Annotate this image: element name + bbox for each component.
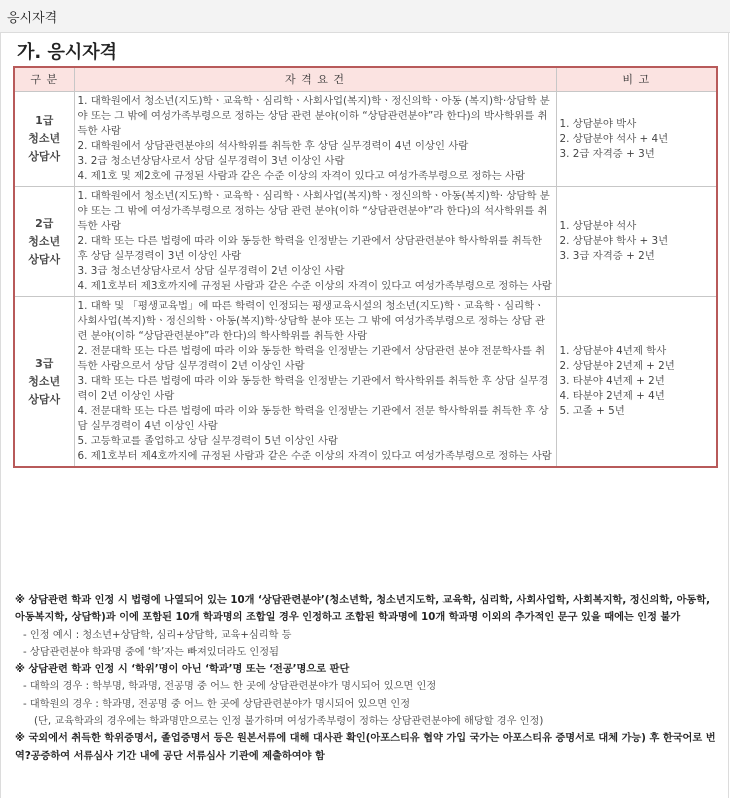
grade-label: 청소년 bbox=[28, 234, 61, 248]
column-header-requirements: 자 격 요 건 bbox=[74, 67, 556, 92]
requirement-item: 2. 대학원에서 상담관련분야의 석사학위를 취득한 후 상담 실무경력이 4년 이상인 사람 bbox=[77, 140, 469, 152]
footnote-item: - 대학원의 경우 : 학과명, 전공명 중 어느 한 곳에 상담관련분야가 명시되어 있으면 인정 bbox=[23, 698, 411, 710]
grade-cell bbox=[14, 187, 74, 297]
grade-cell bbox=[14, 297, 74, 468]
note-item: 1. 상담분야 4년제 학사 bbox=[559, 345, 667, 357]
table-row bbox=[14, 92, 717, 187]
note-item: 2. 상담분야 2년제 + 2년 bbox=[559, 360, 675, 372]
note-item: 2. 상담분야 석사 + 4년 bbox=[559, 132, 669, 145]
requirement-item: 2. 전문대학 또는 다른 법령에 따라 이와 동등한 학력을 인정받는 기관에서 상담관련 분야 전문학사를 취득한 사람으로서 상담 실무경력이 2년 이상인 사람 bbox=[77, 345, 546, 372]
requirements-cell bbox=[74, 297, 556, 468]
grade-level: 1급 bbox=[35, 114, 54, 127]
note-item: 1. 상담분야 석사 bbox=[559, 220, 637, 232]
requirement-item: 1. 대학원에서 청소년(지도)학ㆍ교육학ㆍ심리학ㆍ사회사업(복지)학ㆍ정신의학ㆍ아동(복지)학· 상담학 분야 또는 그 밖에 여성가족부령으로 정하는 상담 관련 분야(이하 “상담관련분야”라 한다)의 석사학위를 취득한 사람 bbox=[77, 190, 550, 232]
requirement-item: 3. 대학 또는 다른 법령에 따라 이와 동등한 학력을 인정받는 기관에서 학사학위를 취득한 후 상담 실무경력이 2년 이상인 사람 bbox=[77, 375, 549, 402]
grade-label: 상담사 bbox=[28, 150, 61, 163]
table-row bbox=[14, 297, 717, 468]
footnote-item: - 인정 예시 : 청소년+상담학, 심리+상담학, 교육+심리학 등 bbox=[23, 629, 292, 641]
footnotes bbox=[15, 592, 720, 765]
notes-cell bbox=[556, 297, 717, 468]
grade-level: 2급 bbox=[35, 216, 54, 230]
footnote-title: ※ 국외에서 취득한 학위증명서, 졸업증명서 등은 원본서류에 대해 대사관 확인(아포스티유 협약 가입 국가는 아포스티유 증명서로 대체 가능) 후 한국어로 번역?공증하여 서류심사 기간 내에 공단 서류심사 기관에 제출하여야 함 bbox=[15, 733, 716, 762]
notes-cell bbox=[556, 187, 717, 297]
footnote-item: (단, 교육학과의 경우에는 학과명만으로는 인정 불가하며 여성가족부령이 정하는 상담관련분야에 해당할 경우 인정) bbox=[34, 716, 544, 728]
footnote-title: ※ 상담관련 학과 인정 시 ‘학위’명이 아닌 ‘학과’명 또는 ‘전공’명으로 판단 bbox=[15, 664, 350, 676]
page-header-title: 응시자격 bbox=[7, 11, 58, 26]
page-header bbox=[0, 0, 730, 33]
note-item: 4. 타분야 2년제 + 4년 bbox=[559, 390, 665, 402]
grade-label: 청소년 bbox=[28, 132, 61, 145]
requirement-item: 3. 3급 청소년상담사로서 상담 실무경력이 2년 이상인 사람 bbox=[77, 265, 345, 277]
requirement-item: 6. 제1호부터 제4호까지에 규정된 사람과 같은 수준 이상의 자격이 있다고 여성가족부령으로 정하는 사람 bbox=[77, 450, 552, 462]
column-header-grade: 구 분 bbox=[14, 67, 74, 92]
grade-label: 상담사 bbox=[28, 392, 61, 406]
grade-label: 상담사 bbox=[28, 252, 61, 266]
table-header-row bbox=[14, 67, 717, 92]
note-item: 2. 상담분야 학사 + 3년 bbox=[559, 235, 669, 247]
grade-cell bbox=[14, 92, 74, 187]
requirement-item: 4. 제1호 및 제2호에 규정된 사람과 같은 수준 이상의 자격이 있다고 여성가족부령으로 정하는 사람 bbox=[77, 170, 525, 182]
qualification-table bbox=[13, 66, 718, 468]
grade-level: 3급 bbox=[35, 356, 54, 370]
notes-cell bbox=[556, 92, 717, 187]
requirement-item: 3. 2급 청소년상담사로서 상담 실무경력이 3년 이상인 사람 bbox=[77, 155, 345, 167]
requirements-cell bbox=[74, 92, 556, 187]
column-header-notes: 비 고 bbox=[556, 67, 717, 92]
footnote-item: - 대학의 경우 : 학부명, 학과명, 전공명 중 어느 한 곳에 상담관련분야가 명시되어 있으면 인정 bbox=[23, 681, 437, 693]
table-row bbox=[14, 187, 717, 297]
requirement-item: 2. 대학 또는 다른 법령에 따라 이와 동등한 학력을 인정받는 기관에서 상담관련분야 학사학위를 취득한 후 상담 실무경력이 3년 이상인 사람 bbox=[77, 235, 542, 262]
section-title: 가. 응시자격 bbox=[17, 42, 118, 63]
requirement-item: 4. 제1호부터 제3호까지에 규정된 사람과 같은 수준 이상의 자격이 있다고 여성가족부령으로 정하는 사람 bbox=[77, 280, 552, 292]
note-item: 3. 3급 자격증 + 2년 bbox=[559, 250, 655, 262]
requirement-item: 1. 대학 및 「평생교육법」에 따른 학력이 인정되는 평생교육시설의 청소년(지도)학ㆍ교육학ㆍ심리학ㆍ사회사업(복지)학ㆍ정신의학ㆍ아동(복지)학·상담학 분야 또는 그 밖에 여성가족부령으로 정하는 상담 관련 분야(이하 “상담관련분야”라 한다)의 학사학위를 취득한 사람 bbox=[77, 300, 546, 342]
footnote-item: - 상담관련분야 학과명 중에 ‘학’자는 빠져있더라도 인정됨 bbox=[23, 646, 279, 658]
note-item: 3. 2급 자격증 + 3년 bbox=[559, 147, 655, 160]
footnote-title: ※ 상담관련 학과 인정 시 법령에 나열되어 있는 10개 ‘상담관련분야’(청소년학, 청소년지도학, 교육학, 심리학, 사회사업학, 사회복지학, 정신의학, 아동학, 아동복지학, 상담학)과 이에 포함된 10개 학과명의 조합일 경우 인정하고 조합된 학과명에 10개 학과명 이외의 추가적인 문구 있을 때에는 인정 불가 bbox=[15, 595, 710, 624]
requirements-cell bbox=[74, 187, 556, 297]
note-item: 5. 고졸 + 5년 bbox=[559, 405, 625, 417]
note-item: 3. 타분야 4년제 + 2년 bbox=[559, 375, 665, 387]
requirement-item: 1. 대학원에서 청소년(지도)학ㆍ교육학ㆍ심리학ㆍ사회사업(복지)학ㆍ정신의학ㆍ아동 (복지)학·상담학 분야 또는 그 밖에 여성가족부령으로 정하는 상담 관련 분야(이하 “상담관련분야”라 한다)의 박사학위를 취득한 사람 bbox=[77, 95, 550, 137]
grade-label: 청소년 bbox=[28, 374, 61, 388]
requirement-item: 5. 고등학교를 졸업하고 상담 실무경력이 5년 이상인 사람 bbox=[77, 435, 338, 447]
note-item: 1. 상담분야 박사 bbox=[559, 117, 637, 130]
requirement-item: 4. 전문대학 또는 다른 법령에 따라 이와 동등한 학력을 인정받는 기관에서 전문 학사학위를 취득한 후 상담 실무경력이 4년 이상인 사람 bbox=[77, 405, 549, 432]
